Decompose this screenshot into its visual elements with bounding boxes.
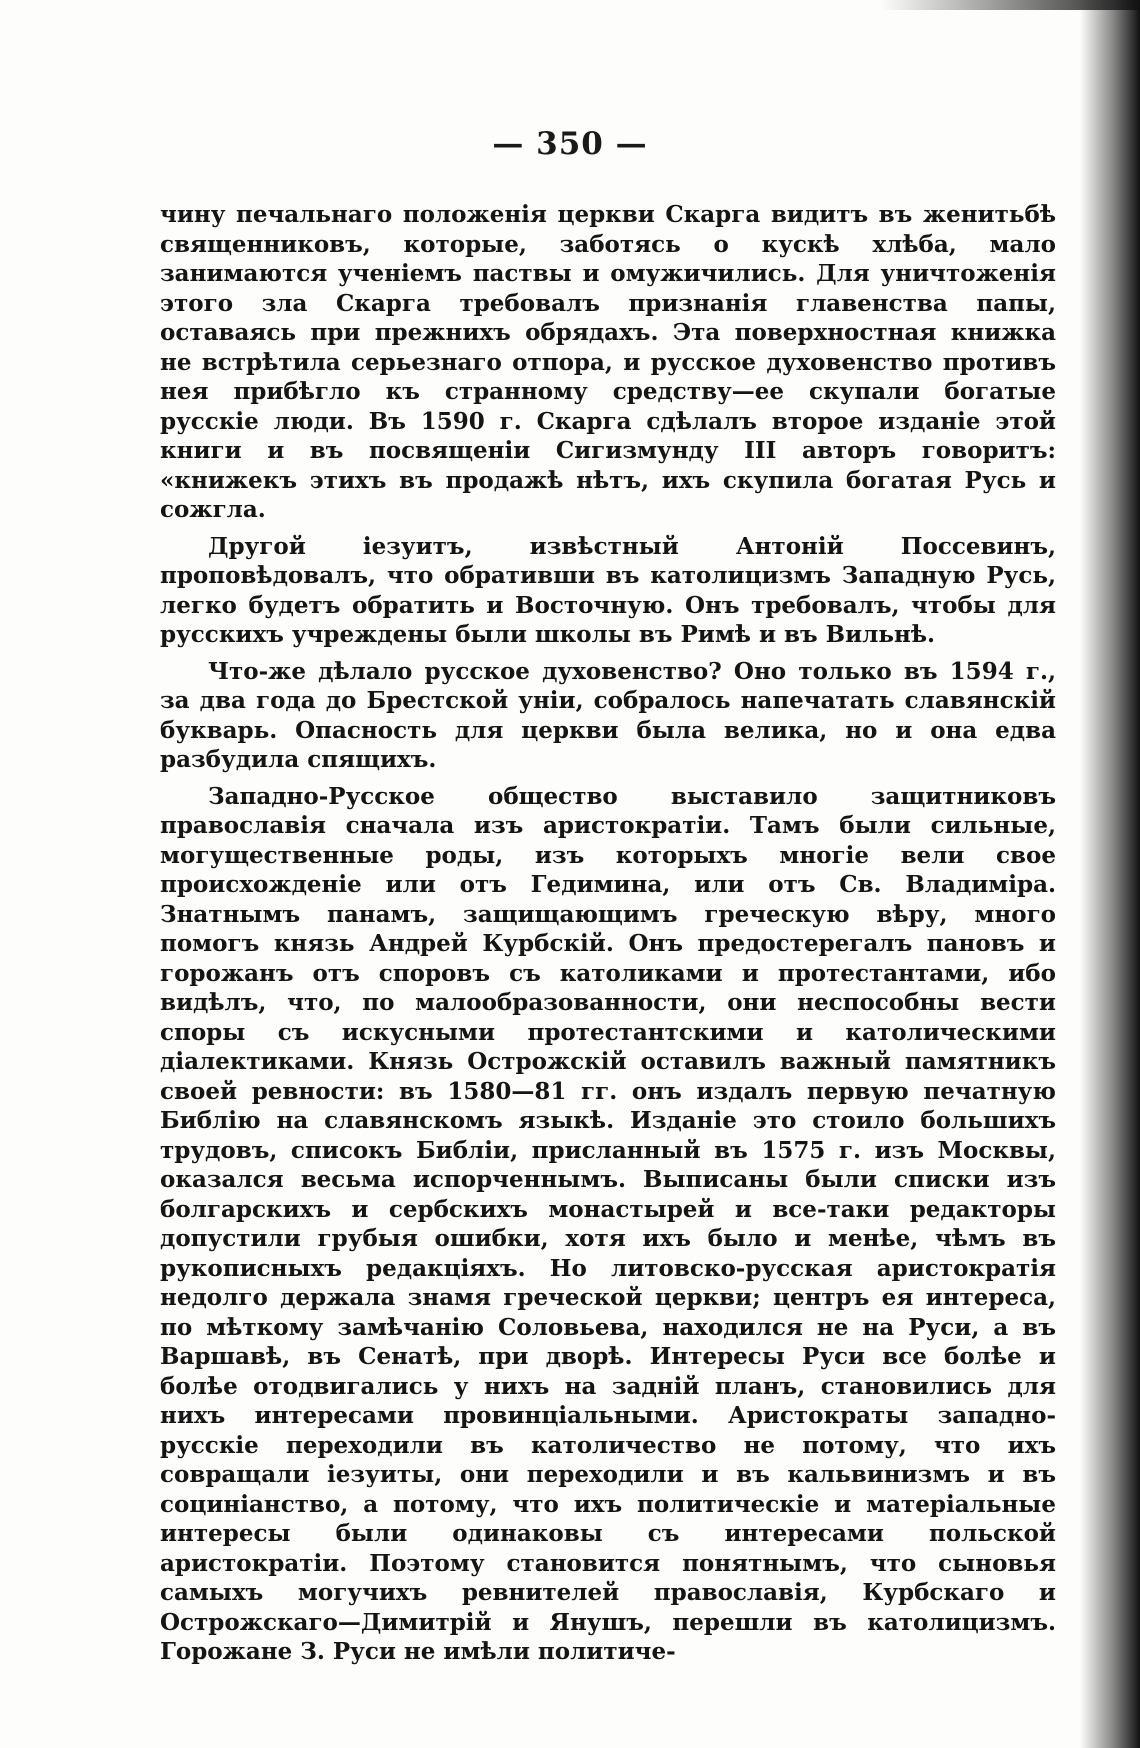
body-text xyxy=(160,200,1056,1674)
paragraph-4: Западно-Русское общество выставило защитниковъ православія сначала изъ аристократіи. Тамъ были сильные, могущественные роды, изъ которыхъ многіе вели свое происхожденіе или отъ Гедимина, или отъ Св. Владиміра. Знатнымъ панамъ, защищающимъ греческую вѣру, много помогъ князь Андрей Курбскій. Онъ предостерегалъ пановъ и горожанъ отъ споровъ съ католиками и протестантами, ибо видѣлъ, что, по малообразованности, они неспособны вести споры съ искусными протестантскими и католическими діалектиками. Князь Острожскій оставилъ важный памятникъ своей ревности: въ 1580—81 гг. онъ издалъ первую печатную Библію на славянскомъ языкѣ. Изданіе это стоило большихъ трудовъ, списокъ Библіи, присланный въ 1575 г. изъ Москвы, оказался весьма испорченнымъ. Выписаны были списки изъ болгарскихъ и сербскихъ монастырей и все-таки редакторы допустили грубыя ошибки, хотя ихъ было и менѣе, чѣмъ въ рукописныхъ редакціяхъ. Но литовско-русская аристократія недолго держала знамя греческой церкви; центръ ея интереса, по мѣткому замѣчанію Соловьева, находился не на Руси, а въ Варшавѣ, въ Сенатѣ, при дворѣ. Интересы Руси все болѣе и болѣе отодвигались у нихъ на задній планъ, становились для нихъ интересами провинціальными. Аристократы западно-русскіе переходили въ католичество не потому, что ихъ совращали іезуиты, они переходили и въ кальвинизмъ и въ социніанство, а потому, что ихъ политическіе и матеріальные интересы были одинаковы съ интересами польской аристократіи. Поэтому становится понятнымъ, что сыновья самыхъ могучихъ ревнителей православія, Курбскаго и Острожскаго—Димитрій и Янушъ, перешли въ католицизмъ. Горожане З. Руси не имѣли политиче- xyxy=(160,782,1056,1665)
page-number: — 350 — xyxy=(492,126,648,162)
scan-edge-shadow xyxy=(1080,0,1140,1748)
paragraph-1: чину печальнаго положенія церкви Скарга видитъ въ женитьбѣ священниковъ, которые, заботясь о кускѣ хлѣба, мало занимаются ученіемъ паствы и омужичились. Для уничтоженія этого зла Скарга требовалъ признанія главенства папы, оставаясь при прежнихъ обрядахъ. Эта поверхностная книжка не встрѣтила серьезнаго отпора, и русское духовенство противъ нея прибѣгло къ странному средству—ее скупали богатые русскіе люди. Въ 1590 г. Скарга сдѣлалъ второе изданіе этой книги и въ посвященіи Сигизмунду III авторъ говоритъ: «книжекъ этихъ въ продажѣ нѣтъ, ихъ скупила богатая Русь и сожгла. xyxy=(160,201,1056,523)
paragraph-3: Что-же дѣлало русское духовенство? Оно только въ 1594 г., за два года до Брестской уніи, собралось напечатать славянскій букварь. Опасность для церкви была велика, но и она едва разбудила спящихъ. xyxy=(160,657,1056,773)
paragraph-2: Другой іезуитъ, извѣстный Антоній Поссевинъ, проповѣдовалъ, что обративши въ католицизмъ Западную Русь, легко будетъ обратить и Восточную. Онъ требовалъ, чтобы для русскихъ учреждены были школы въ Римѣ и въ Вильнѣ. xyxy=(160,532,1056,648)
